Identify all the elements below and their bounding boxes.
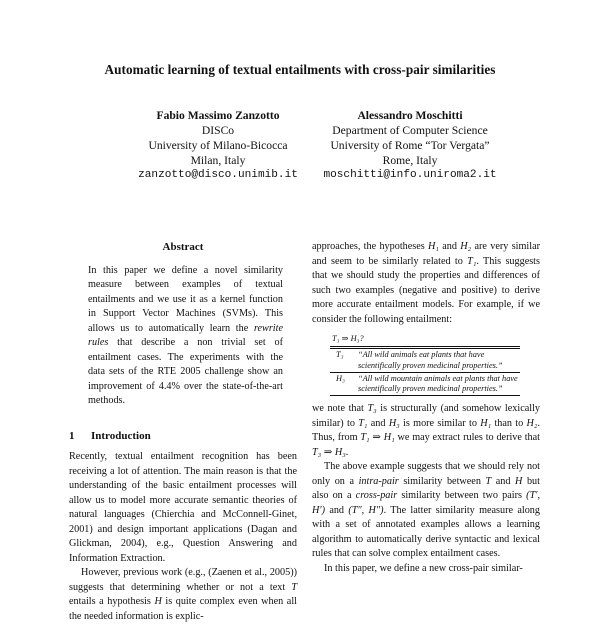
author-block-1 [108, 108, 328, 183]
section-heading-introduction [69, 429, 297, 444]
left-column [69, 240, 297, 624]
author-location: Rome, Italy [382, 154, 438, 167]
example-label: T₃ [330, 348, 352, 373]
intro-paragraph-1: Recently, textual entailment recognition has been receiving a lot of attention. The main reason is that the understanding of the basic entailment processes will allow us to model more accurate semantic theories of natural languages (Chierchia and McConnell-Ginet, 2001) and design important applications (Dagan and Glickman, 2004), e.g., Question Answering and Information Extraction. [69, 451, 297, 564]
abstract-section [69, 240, 297, 409]
author-name: Alessandro Moschitti [357, 109, 463, 122]
emphasis: rewrite rules [88, 322, 283, 348]
entailment-example-table [330, 333, 520, 396]
example-text: “All wild animals eat plants that have scientifically proven medicinal properties.” [352, 348, 520, 373]
right-paragraph-3: The above example suggests that we should rely not only on a intra-pair similarity between T and H but also on a cross-pair similarity between two pairs (T′, H′) and (T″, H″). The latter similarity measure along with a set of annotated examples allows a learning algorithm to automatically derive syntactic and lexical rules that can solve complex entailment cases. [312, 461, 541, 560]
author-affiliation: DISCo [201, 124, 235, 137]
author-affiliation: University of Rome “Tor Vergata” [330, 139, 490, 152]
example-label: H₃ [330, 372, 352, 396]
table-row [330, 372, 520, 396]
example-text: “All wild mountain animals eat plants that have scientifically proven medicinal properties.” [352, 372, 520, 396]
right-paragraph-2: we note that T₃ is structurally (and somehow lexically similar) to T₁ and H₃ is more similar to H₁ than to H₂. Thus, from T₁ ⇒ H₁ we may extract rules to derive that T₃ ⇒ H₃. [312, 403, 540, 458]
right-column [312, 240, 540, 576]
example-header: T₃ ⇒ H₃? [330, 333, 520, 348]
table-row [330, 348, 520, 373]
abstract-heading: Abstract [162, 241, 204, 253]
author-name: Fabio Massimo Zanzotto [156, 109, 280, 122]
section-title: Introduction [91, 429, 151, 442]
emphasis: cross-pair [355, 490, 398, 502]
right-paragraph-1: approaches, the hypotheses H₁ and H₂ are very similar and seem to be similarly related to T₁. This suggests that we should study the properties and differences of such two examples (negative and positive) to derive more accurate entailment models. For example, if we consider the following entailment: [312, 241, 540, 325]
author-block-2 [300, 108, 520, 183]
author-email: zanzotto@disco.unimib.it [138, 169, 298, 181]
author-location: Milan, Italy [190, 154, 246, 167]
abstract-text: In this paper we define a novel similarity measure between examples of textual entailments and we use it as a kernel function in Support Vector Machines (SVMs). This allows us to automatically learn the rewrite rules that describe a non trivial set of entailment cases. The experiments with the data sets of the RTE 2005 challenge show an improvement of 4.4% over the state-of-the-art methods. [88, 264, 283, 406]
section-number: 1 [69, 429, 75, 442]
emphasis: intra-pair [358, 475, 399, 487]
author-email: moschitti@info.uniroma2.it [323, 169, 497, 181]
intro-paragraph-2: However, previous work (e.g., (Zaenen et al., 2005)) suggests that determining whether or not a text T entails a hypothesis H is quite complex even when all the needed information is explic- [69, 567, 297, 622]
author-affiliation: University of Milano-Bicocca [148, 139, 288, 152]
right-paragraph-4: In this paper, we define a new cross-pair similar- [324, 562, 523, 574]
author-affiliation: Department of Computer Science [332, 124, 488, 137]
paper-title: Automatic learning of textual entailments with cross-pair similarities [104, 62, 496, 77]
